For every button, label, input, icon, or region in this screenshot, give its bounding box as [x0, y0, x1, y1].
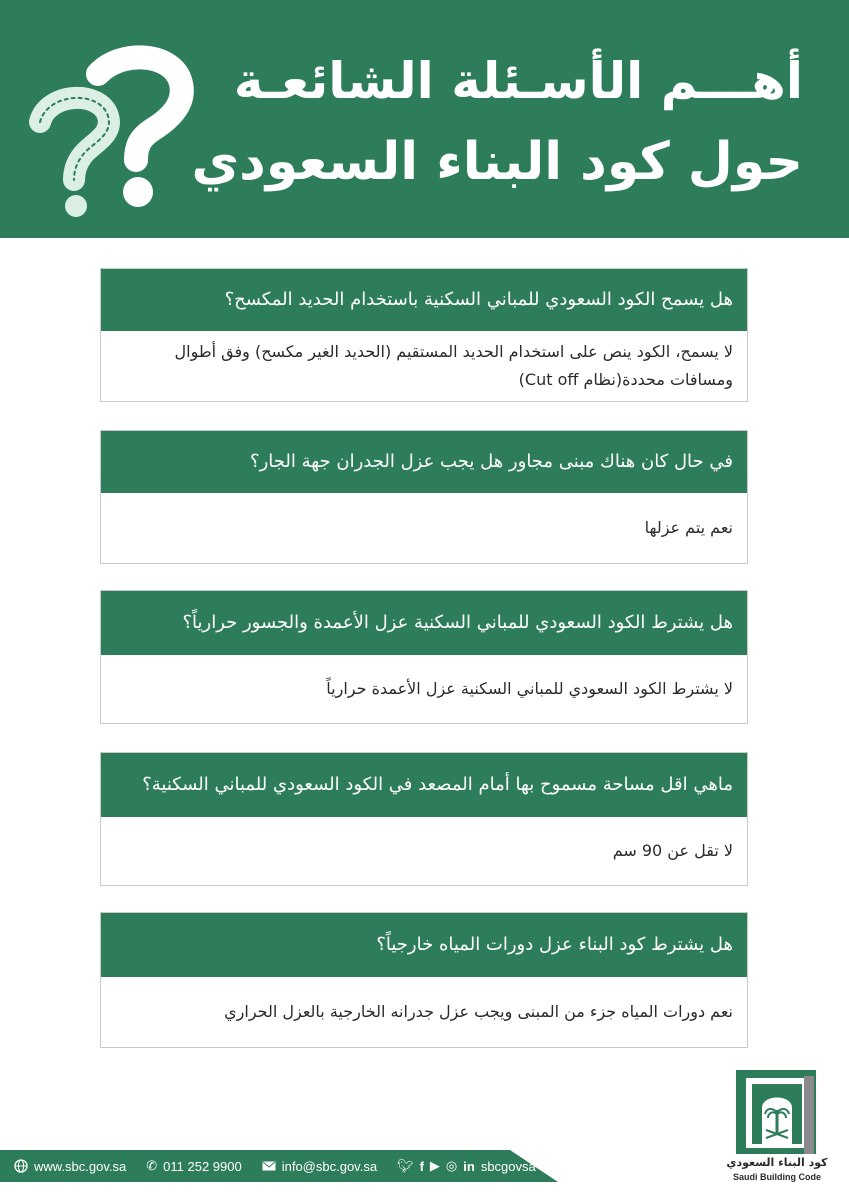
page-title-line1: أهـــم الأسـئلة الشائعـة: [233, 52, 803, 110]
page-title-line2: حول كود البناء السعودي: [191, 132, 803, 192]
sbc-logo: [732, 1068, 822, 1158]
logo-name-arabic: كود البناء السعودي: [726, 1156, 828, 1169]
instagram-icon[interactable]: ◎: [445, 1158, 458, 1173]
faq-card-4: [100, 752, 748, 886]
faq-question: هل يشترط الكود السعودي للمباني السكنية عزل الأعمدة والجسور حرارياً؟: [101, 591, 747, 655]
footer-email[interactable]: info@sbc.gov.sa: [281, 1158, 378, 1174]
footer-social-handle[interactable]: sbcgovsa: [480, 1158, 536, 1174]
footer-contacts: [14, 1150, 536, 1182]
faq-question: في حال كان هناك مبنى مجاور هل يجب عزل الجدران جهة الجار؟: [101, 431, 747, 493]
logo-name-english: Saudi Building Code: [733, 1172, 821, 1182]
faq-answer: لا يشترط الكود السعودي للمباني السكنية عزل الأعمدة حرارياً: [326, 679, 733, 698]
faq-answer: نعم يتم عزلها: [644, 518, 733, 537]
faq-question: هل يشترط كود البناء عزل دورات المياه خارجياً؟: [101, 913, 747, 977]
question-marks-icon: [20, 40, 200, 220]
footer-phone[interactable]: 011 252 9900: [163, 1158, 242, 1174]
youtube-icon[interactable]: ▶: [429, 1158, 440, 1173]
faq-answer: لا يسمح، الكود ينص على استخدام الحديد المستقيم (الحديد الغير مكسح) وفق أطوال ومسافات محددة(نظام Cut off): [174, 342, 733, 389]
twitter-icon[interactable]: 🐦︎: [397, 1158, 414, 1173]
faq-card-2: [100, 430, 748, 564]
faq-answer: لا تقل عن 90 سم: [612, 841, 733, 860]
mail-icon: [262, 1161, 276, 1171]
faq-card-5: [100, 912, 748, 1048]
globe-icon: [14, 1159, 28, 1173]
phone-icon: ✆: [146, 1158, 158, 1173]
faq-card-1: [100, 268, 748, 402]
faq-card-3: [100, 590, 748, 724]
footer-website[interactable]: www.sbc.gov.sa: [34, 1158, 127, 1174]
header-banner: [0, 0, 849, 238]
facebook-icon[interactable]: f: [419, 1158, 424, 1174]
footer-bar: [0, 1150, 560, 1182]
faq-question: ماهي اقل مساحة مسموح بها أمام المصعد في الكود السعودي للمباني السكنية؟: [101, 753, 747, 817]
linkedin-icon[interactable]: in: [463, 1158, 475, 1174]
faq-answer: نعم دورات المياه جزء من المبنى ويجب عزل جدرانه الخارجية بالعزل الحراري: [224, 1002, 733, 1021]
faq-question: هل يسمح الكود السعودي للمباني السكنية باستخدام الحديد المكسح؟: [101, 269, 747, 331]
